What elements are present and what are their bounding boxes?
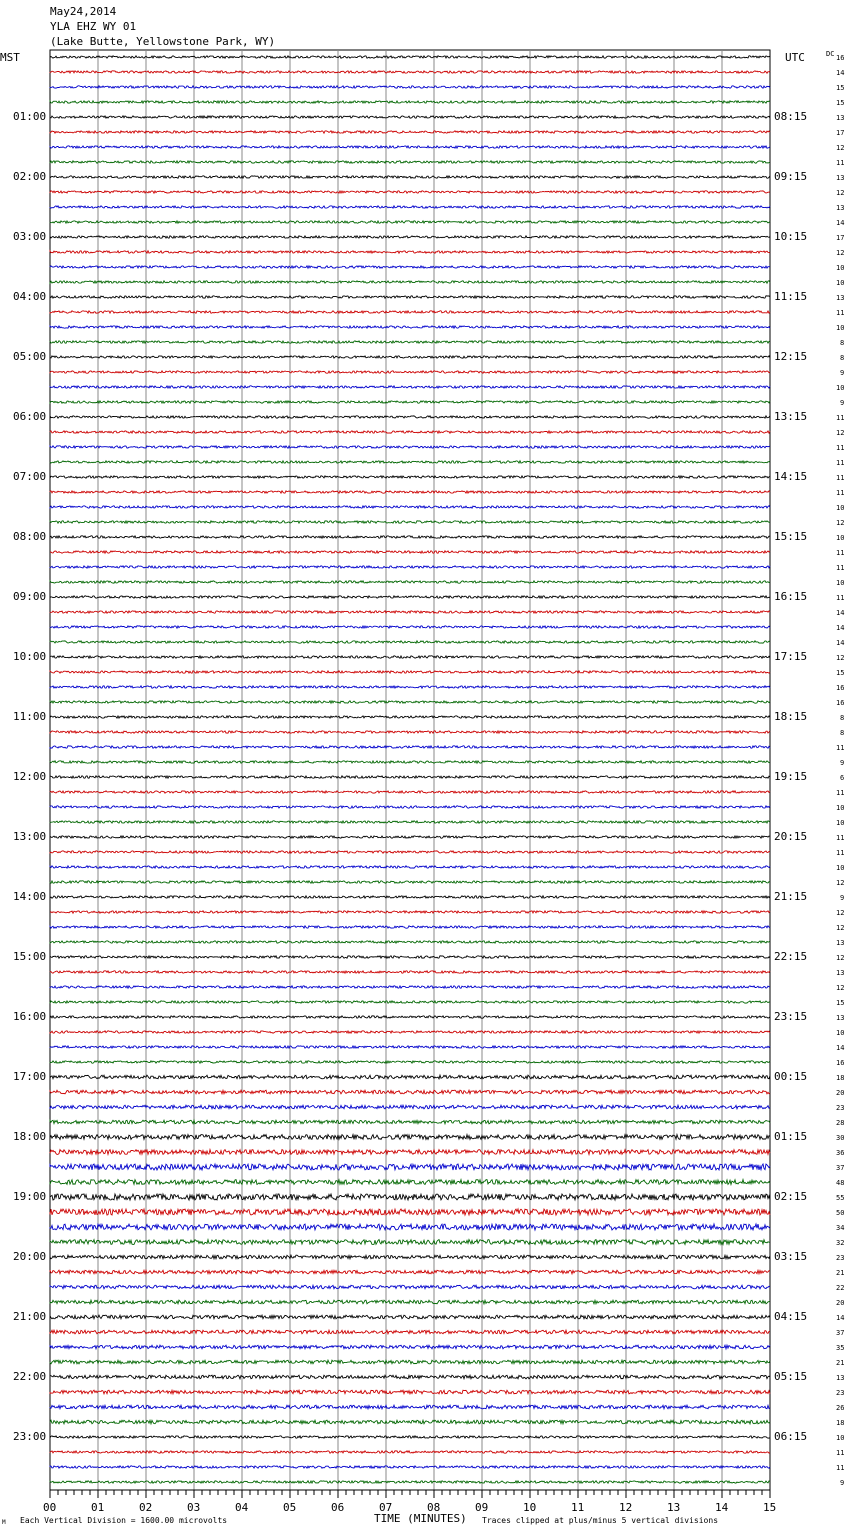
dc-offset-label: 17	[836, 129, 845, 137]
dc-offset-label: 15	[836, 669, 845, 677]
utc-hour-label: 20:15	[774, 830, 808, 843]
x-tick-label: 10	[523, 1501, 537, 1514]
dc-offset-label: 13	[836, 174, 845, 182]
dc-offset-label: 13	[836, 204, 845, 212]
seismic-trace	[50, 1390, 770, 1394]
dc-offset-label: 34	[836, 1224, 845, 1232]
seismic-trace	[50, 791, 770, 793]
dc-offset-label: 11	[836, 459, 845, 467]
mst-hour-label: 17:00	[13, 1070, 47, 1083]
dc-offset-label: 28	[836, 1119, 845, 1127]
seismic-trace	[50, 866, 770, 868]
mst-hour-label: 02:00	[13, 170, 47, 183]
dc-offset-label: 13	[836, 1374, 845, 1382]
seismic-trace	[50, 341, 770, 343]
seismic-trace	[50, 566, 770, 568]
dc-offset-label: 18	[836, 1074, 845, 1082]
x-tick-label: 04	[235, 1501, 249, 1514]
utc-hour-label: 06:15	[774, 1430, 808, 1443]
seismic-trace	[50, 836, 770, 838]
utc-hour-label: 16:15	[774, 590, 808, 603]
dc-offset-label: 17	[836, 234, 845, 242]
header-date: May24,2014	[50, 5, 117, 18]
mst-hour-label: 14:00	[13, 890, 47, 903]
dc-offset-label: 12	[836, 144, 845, 152]
seismic-trace	[50, 941, 770, 943]
seismic-trace	[50, 1090, 770, 1094]
seismic-trace	[50, 1046, 770, 1048]
dc-offset-label: 12	[836, 984, 845, 992]
seismic-trace	[50, 896, 770, 898]
seismic-trace	[50, 551, 770, 553]
seismic-trace	[50, 356, 770, 358]
seismic-trace	[50, 611, 770, 613]
dc-offset-label: 16	[836, 54, 845, 62]
mst-hour-label: 06:00	[13, 410, 47, 423]
x-tick-label: 02	[139, 1501, 153, 1514]
dc-offset-label: 11	[836, 849, 845, 857]
seismic-trace	[50, 1345, 770, 1349]
seismic-trace	[50, 146, 770, 148]
dc-offset-label: 12	[836, 519, 845, 527]
dc-offset-label: 12	[836, 924, 845, 932]
dc-offset-label: 8	[840, 714, 845, 722]
x-tick-label: 05	[283, 1501, 297, 1514]
header-location: (Lake Butte, Yellowstone Park, WY)	[50, 35, 276, 48]
seismic-trace	[50, 476, 770, 478]
seismic-trace	[50, 56, 770, 58]
seismic-trace	[50, 101, 770, 103]
seismic-trace	[50, 161, 770, 163]
seismic-trace	[50, 266, 770, 268]
seismic-trace	[50, 671, 770, 673]
dc-offset-label: 23	[836, 1104, 845, 1112]
seismic-trace	[50, 251, 770, 253]
x-tick-label: 14	[715, 1501, 729, 1514]
mst-hour-label: 16:00	[13, 1010, 47, 1023]
dc-offset-label: 50	[836, 1209, 845, 1217]
mst-hour-label: 13:00	[13, 830, 47, 843]
dc-offset-label: 16	[836, 1059, 845, 1067]
seismic-trace	[50, 131, 770, 133]
seismic-trace	[50, 296, 770, 298]
seismic-trace	[50, 1105, 770, 1109]
x-tick-label: 01	[91, 1501, 105, 1514]
seismic-trace	[50, 641, 770, 643]
seismic-trace	[50, 191, 770, 193]
mst-hour-label: 11:00	[13, 710, 47, 723]
seismic-trace	[50, 446, 770, 448]
utc-hour-label: 21:15	[774, 890, 808, 903]
dc-offset-label: 37	[836, 1329, 845, 1337]
dc-offset-label: 10	[836, 324, 845, 332]
seismic-trace	[50, 821, 770, 823]
dc-offset-label: 18	[836, 1419, 845, 1427]
seismic-trace	[50, 401, 770, 403]
dc-offset-label: 20	[836, 1299, 845, 1307]
mst-hour-label: 03:00	[13, 230, 47, 243]
seismic-trace	[50, 1031, 770, 1033]
dc-offset-label: 10	[836, 579, 845, 587]
utc-hour-label: 09:15	[774, 170, 808, 183]
x-tick-label: 11	[571, 1501, 585, 1514]
dc-offset-label: 35	[836, 1344, 845, 1352]
seismic-trace	[50, 716, 770, 718]
seismic-trace	[50, 461, 770, 463]
header-station: YLA EHZ WY 01	[50, 20, 137, 33]
dc-offset-label: 14	[836, 1044, 845, 1052]
dc-offset-label: 11	[836, 744, 845, 752]
dc-offset-label: 14	[836, 219, 845, 227]
mst-hour-label: 09:00	[13, 590, 47, 603]
dc-offset-label: 10	[836, 279, 845, 287]
utc-hour-label: 17:15	[774, 650, 808, 663]
seismic-trace	[50, 731, 770, 733]
mst-hour-label: 18:00	[13, 1130, 47, 1143]
seismic-trace	[50, 1180, 770, 1185]
dc-offset-label: 8	[840, 354, 845, 362]
dc-offset-label: 14	[836, 624, 845, 632]
dc-offset-label: 9	[840, 1479, 845, 1487]
dc-offset-label: 10	[836, 1434, 845, 1442]
seismic-trace	[50, 686, 770, 688]
dc-offset-label: 13	[836, 114, 845, 122]
dc-offset-label: 11	[836, 834, 845, 842]
x-tick-label: 13	[667, 1501, 681, 1514]
seismic-trace	[50, 326, 770, 328]
dc-offset-label: 11	[836, 789, 845, 797]
dc-offset-label: 15	[836, 84, 845, 92]
dc-offset-label: 9	[840, 399, 845, 407]
seismic-trace	[50, 1255, 770, 1259]
seismic-trace	[50, 1436, 770, 1438]
utc-hour-label: 10:15	[774, 230, 808, 243]
seismic-trace	[50, 881, 770, 883]
seismic-trace	[50, 1451, 770, 1453]
mst-hour-label: 04:00	[13, 290, 47, 303]
mst-hour-label: 10:00	[13, 650, 47, 663]
dc-offset-label: 12	[836, 654, 845, 662]
seismic-trace	[50, 1209, 770, 1215]
utc-hour-label: 11:15	[774, 290, 808, 303]
mst-hour-label: 12:00	[13, 770, 47, 783]
x-tick-label: 07	[379, 1501, 393, 1514]
clip-note: Traces clipped at plus/minus 5 vertical divisions	[482, 1516, 719, 1525]
dc-offset-label: 9	[840, 759, 845, 767]
utc-hour-label: 22:15	[774, 950, 808, 963]
dc-offset-label: 55	[836, 1194, 845, 1202]
seismic-trace	[50, 1194, 770, 1200]
x-tick-label: 03	[187, 1501, 201, 1514]
dc-offset-label: 22	[836, 1284, 845, 1292]
seismic-trace	[50, 371, 770, 373]
dc-offset-label: 12	[836, 429, 845, 437]
dc-offset-label: 11	[836, 159, 845, 167]
dc-offset-label: 11	[836, 444, 845, 452]
dc-offset-label: 12	[836, 909, 845, 917]
mst-hour-label: 01:00	[13, 110, 47, 123]
seismic-trace	[50, 311, 770, 313]
seismic-trace	[50, 1330, 770, 1334]
utc-hour-label: 19:15	[774, 770, 808, 783]
seismic-trace	[50, 851, 770, 853]
dc-offset-label: 11	[836, 594, 845, 602]
seismic-trace	[50, 386, 770, 388]
utc-hour-label: 05:15	[774, 1370, 808, 1383]
dc-offset-label: 6	[840, 774, 845, 782]
seismic-trace	[50, 1016, 770, 1018]
mst-hour-label: 05:00	[13, 350, 47, 363]
dc-offset-label: 16	[836, 684, 845, 692]
dc-offset-label: 10	[836, 534, 845, 542]
seismic-trace	[50, 1001, 770, 1003]
seismic-trace	[50, 701, 770, 703]
seismic-trace	[50, 1300, 770, 1304]
seismic-trace	[50, 1466, 770, 1468]
mst-hour-label: 07:00	[13, 470, 47, 483]
x-tick-label: 15	[763, 1501, 777, 1514]
dc-offset-label: 10	[836, 864, 845, 872]
seismic-trace	[50, 1405, 770, 1409]
dc-offset-label: 11	[836, 549, 845, 557]
utc-label: UTC	[785, 51, 805, 64]
x-tick-label: 08	[427, 1501, 441, 1514]
utc-hour-label: 08:15	[774, 110, 808, 123]
dc-offset-label: 16	[836, 699, 845, 707]
seismic-trace	[50, 71, 770, 73]
seismic-trace	[50, 1120, 770, 1124]
dc-offset-label: 10	[836, 384, 845, 392]
seismic-trace	[50, 491, 770, 493]
seismic-trace	[50, 926, 770, 928]
seismic-trace	[50, 1240, 770, 1245]
seismic-trace	[50, 1285, 770, 1289]
footer-mark: M	[2, 1519, 6, 1526]
utc-hour-label: 12:15	[774, 350, 808, 363]
scale-note: Each Vertical Division = 1600.00 microvolts	[20, 1516, 228, 1525]
dc-offset-label: 11	[836, 1449, 845, 1457]
seismic-trace	[50, 806, 770, 808]
seismic-trace	[50, 1270, 770, 1274]
utc-hour-label: 18:15	[774, 710, 808, 723]
seismic-trace	[50, 176, 770, 178]
dc-header: DC	[826, 50, 835, 58]
dc-offset-label: 10	[836, 264, 845, 272]
utc-hour-label: 02:15	[774, 1190, 808, 1203]
seismic-trace	[50, 596, 770, 598]
utc-hour-label: 00:15	[774, 1070, 808, 1083]
dc-offset-label: 10	[836, 504, 845, 512]
seismic-trace	[50, 911, 770, 913]
utc-hour-label: 15:15	[774, 530, 808, 543]
seismic-trace	[50, 656, 770, 658]
seismic-trace	[50, 776, 770, 778]
mst-label: MST	[0, 51, 20, 64]
seismic-trace	[50, 86, 770, 88]
seismic-trace	[50, 281, 770, 283]
dc-offset-label: 10	[836, 1029, 845, 1037]
x-tick-label: 12	[619, 1501, 633, 1514]
x-axis-title: TIME (MINUTES)	[374, 1512, 467, 1525]
dc-offset-label: 14	[836, 609, 845, 617]
seismic-trace	[50, 1360, 770, 1364]
dc-offset-label: 12	[836, 249, 845, 257]
seismic-trace	[50, 581, 770, 583]
utc-hour-label: 13:15	[774, 410, 808, 423]
dc-offset-label: 15	[836, 99, 845, 107]
dc-offset-label: 20	[836, 1089, 845, 1097]
dc-offset-label: 23	[836, 1254, 845, 1262]
dc-offset-label: 15	[836, 999, 845, 1007]
utc-hour-label: 01:15	[774, 1130, 808, 1143]
dc-offset-label: 12	[836, 189, 845, 197]
dc-offset-label: 9	[840, 369, 845, 377]
dc-offset-label: 11	[836, 414, 845, 422]
dc-offset-label: 13	[836, 294, 845, 302]
dc-offset-label: 14	[836, 69, 845, 77]
utc-hour-label: 14:15	[774, 470, 808, 483]
dc-offset-label: 21	[836, 1359, 845, 1367]
dc-offset-label: 11	[836, 309, 845, 317]
seismic-trace	[50, 1224, 770, 1230]
mst-hour-label: 19:00	[13, 1190, 47, 1203]
seismic-trace	[50, 116, 770, 118]
seismic-trace	[50, 236, 770, 238]
dc-offset-label: 13	[836, 939, 845, 947]
seismic-trace	[50, 521, 770, 523]
dc-offset-label: 13	[836, 969, 845, 977]
seismic-trace	[50, 206, 770, 208]
dc-offset-label: 10	[836, 819, 845, 827]
seismic-trace	[50, 416, 770, 418]
dc-offset-label: 11	[836, 1464, 845, 1472]
mst-hour-label: 08:00	[13, 530, 47, 543]
dc-offset-label: 12	[836, 954, 845, 962]
dc-offset-label: 8	[840, 729, 845, 737]
dc-offset-label: 11	[836, 489, 845, 497]
plot-frame	[50, 50, 770, 1490]
x-tick-label: 06	[331, 1501, 345, 1514]
dc-offset-label: 11	[836, 564, 845, 572]
seismic-trace	[50, 1061, 770, 1063]
dc-offset-label: 13	[836, 1014, 845, 1022]
dc-offset-label: 36	[836, 1149, 845, 1157]
dc-offset-label: 37	[836, 1164, 845, 1172]
seismic-trace	[50, 626, 770, 628]
seismic-trace	[50, 1375, 770, 1379]
seismic-trace	[50, 536, 770, 538]
seismic-trace	[50, 956, 770, 958]
seismic-trace	[50, 1420, 770, 1424]
x-tick-label: 00	[43, 1501, 57, 1514]
dc-offset-label: 11	[836, 474, 845, 482]
utc-hour-label: 04:15	[774, 1310, 808, 1323]
dc-offset-label: 14	[836, 639, 845, 647]
seismic-trace	[50, 761, 770, 763]
seismic-trace	[50, 746, 770, 748]
seismic-trace	[50, 506, 770, 508]
seismic-trace	[50, 1075, 770, 1079]
dc-offset-label: 48	[836, 1179, 845, 1187]
dc-offset-label: 14	[836, 1314, 845, 1322]
seismic-trace	[50, 221, 770, 223]
seismic-trace	[50, 431, 770, 433]
dc-offset-label: 10	[836, 804, 845, 812]
dc-offset-label: 8	[840, 339, 845, 347]
dc-offset-label: 32	[836, 1239, 845, 1247]
seismic-trace	[50, 1315, 770, 1319]
mst-hour-label: 20:00	[13, 1250, 47, 1263]
seismic-trace	[50, 1150, 770, 1155]
dc-offset-label: 9	[840, 894, 845, 902]
dc-offset-label: 12	[836, 879, 845, 887]
mst-hour-label: 23:00	[13, 1430, 47, 1443]
mst-hour-label: 15:00	[13, 950, 47, 963]
seismic-trace	[50, 971, 770, 973]
dc-offset-label: 23	[836, 1389, 845, 1397]
dc-offset-label: 21	[836, 1269, 845, 1277]
utc-hour-label: 03:15	[774, 1250, 808, 1263]
seismic-trace	[50, 1135, 770, 1140]
mst-hour-label: 21:00	[13, 1310, 47, 1323]
dc-offset-label: 30	[836, 1134, 845, 1142]
seismic-trace	[50, 1481, 770, 1483]
mst-hour-label: 22:00	[13, 1370, 47, 1383]
dc-offset-label: 26	[836, 1404, 845, 1412]
x-tick-label: 09	[475, 1501, 489, 1514]
utc-hour-label: 23:15	[774, 1010, 808, 1023]
seismic-trace	[50, 1164, 770, 1170]
seismic-trace	[50, 986, 770, 988]
